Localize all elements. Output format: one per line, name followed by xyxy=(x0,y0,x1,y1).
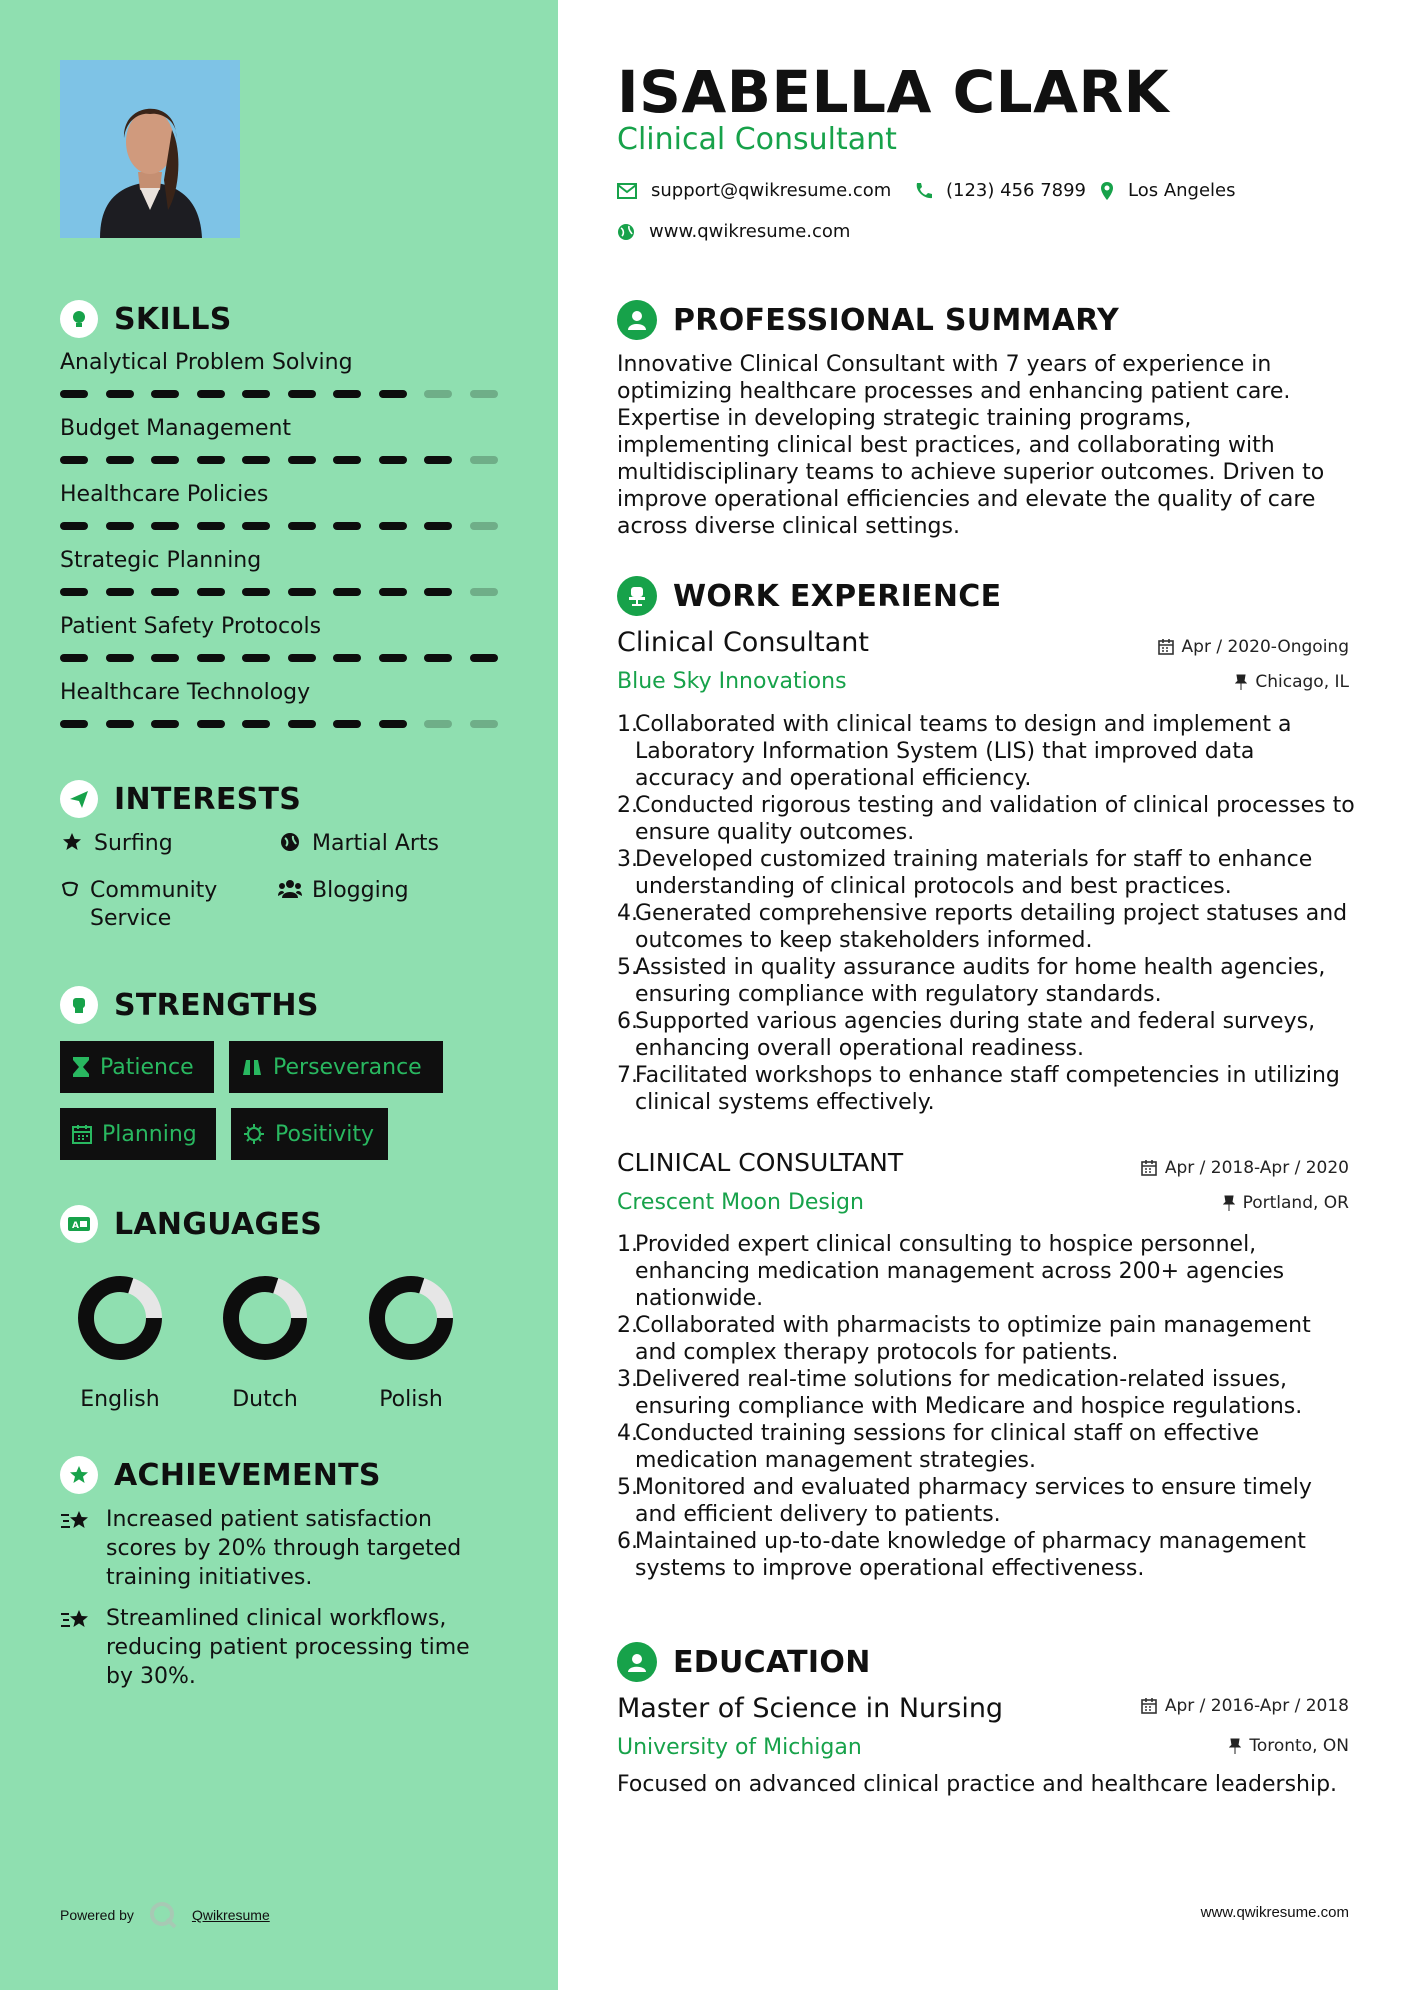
skill-level-dash xyxy=(424,522,452,530)
bullet-number: 5. xyxy=(617,955,638,980)
skill-level-dash xyxy=(379,390,407,398)
strength-label: Patience xyxy=(100,1054,194,1080)
skill-level-dash xyxy=(333,654,361,662)
bullet-number: 1. xyxy=(617,1232,638,1257)
job-bullet xyxy=(617,1231,1357,1312)
contact-email[interactable] xyxy=(617,180,891,201)
bullet-text: Assisted in quality assurance audits for home health agencies, ensuring compliance with regulatory standards. xyxy=(635,955,1326,1007)
bullet-number: 1. xyxy=(617,712,638,737)
skill-level-dash xyxy=(470,654,498,662)
bullet-number: 4. xyxy=(617,1421,638,1446)
skill-name: Healthcare Technology xyxy=(60,680,311,705)
interests-title: INTERESTS xyxy=(114,781,302,817)
skill-level-dash xyxy=(470,720,498,728)
skill-level-dash xyxy=(379,654,407,662)
summary-title: PROFESSIONAL SUMMARY xyxy=(673,302,1120,338)
hourglass-icon xyxy=(72,1056,90,1078)
skill-level-bar xyxy=(60,390,500,398)
education-location-text: Toronto, ON xyxy=(1249,1736,1349,1756)
skill-level-dash xyxy=(424,720,452,728)
language-card-icon xyxy=(60,1205,98,1243)
person-title: Clinical Consultant xyxy=(617,122,897,157)
strength-badge xyxy=(231,1108,388,1160)
skill-level-dash xyxy=(106,654,134,662)
bullet-number: 6. xyxy=(617,1009,638,1034)
language-item xyxy=(215,1268,315,1412)
powered-by-label: Powered by xyxy=(60,1907,134,1923)
skills-title: SKILLS xyxy=(114,301,232,337)
skill-level-dash xyxy=(106,456,134,464)
language-donut xyxy=(215,1268,315,1368)
website-text: www.qwikresume.com xyxy=(649,221,851,242)
job-location xyxy=(1235,672,1349,692)
skill-level-bar xyxy=(60,654,500,662)
job-bullet xyxy=(617,1420,1357,1474)
strengths-heading xyxy=(60,986,319,1024)
skill-level-dash xyxy=(288,654,316,662)
bullet-number: 2. xyxy=(617,1313,638,1338)
location-text: Los Angeles xyxy=(1128,180,1236,201)
bullet-number: 7. xyxy=(617,1063,638,1088)
skill-level-dash xyxy=(151,654,179,662)
bullet-text: Maintained up-to-date knowledge of pharmacy management systems to improve operational effectiveness. xyxy=(635,1529,1306,1581)
job-location xyxy=(1223,1193,1349,1213)
skill-level-dash xyxy=(470,522,498,530)
phone-icon xyxy=(914,182,932,200)
shooting-star-icon xyxy=(60,1505,94,1543)
skill-level-dash xyxy=(60,588,88,596)
email-text: support@qwikresume.com xyxy=(651,180,892,201)
skill-level-dash xyxy=(60,654,88,662)
skill-level-dash xyxy=(197,390,225,398)
achievement-text: Streamlined clinical workflows, reducing patient processing time by 30%. xyxy=(106,1606,470,1689)
skill-level-dash xyxy=(151,720,179,728)
star-badge-icon xyxy=(60,1456,98,1494)
languages-heading xyxy=(60,1205,322,1243)
users-icon xyxy=(278,877,302,899)
skill-level-dash xyxy=(106,522,134,530)
skill-level-dash xyxy=(106,390,134,398)
skill-level-dash xyxy=(151,456,179,464)
skill-name: Strategic Planning xyxy=(60,548,262,573)
education-degree: Master of Science in Nursing xyxy=(617,1693,1004,1724)
job-bullet xyxy=(617,900,1357,954)
education-location xyxy=(1229,1736,1349,1756)
job-bullet xyxy=(617,1474,1357,1528)
skill-level-dash xyxy=(333,720,361,728)
interest-item xyxy=(60,877,260,933)
binoculars-icon xyxy=(241,1057,263,1077)
bullet-text: Supported various agencies during state and federal surveys, enhancing overall operational readiness. xyxy=(635,1009,1316,1061)
job-bullet xyxy=(617,1008,1357,1062)
pushpin-icon xyxy=(1223,1195,1235,1211)
job-dates xyxy=(1141,1158,1349,1178)
summary-text: Innovative Clinical Consultant with 7 years of experience in optimizing healthcare processes and enhancing patient care. Expertise in developing strategic training programs, implementing clinical best practices, and collaborating with multidisciplinary teams to achieve superior outcomes. Driven to improve operational efficiencies and elevate the quality of care across diverse clinical settings. xyxy=(617,352,1325,539)
interest-item xyxy=(278,830,439,858)
interest-label: Surfing xyxy=(94,831,173,856)
achievement-text: Increased patient satisfaction scores by 20% through targeted training initiatives. xyxy=(106,1507,462,1590)
person-name: ISABELLA CLARK xyxy=(617,58,1170,126)
fist-icon xyxy=(60,986,98,1024)
strength-label: Positivity xyxy=(275,1121,375,1147)
language-label: Dutch xyxy=(232,1387,298,1412)
skill-level-dash xyxy=(333,522,361,530)
globe-icon xyxy=(617,223,635,241)
calendar-icon xyxy=(1141,1698,1157,1714)
skill-level-dash xyxy=(424,390,452,398)
profile-photo xyxy=(60,60,240,238)
education-dates-text: Apr / 2016-Apr / 2018 xyxy=(1164,1696,1349,1716)
bullet-text: Provided expert clinical consulting to hospice personnel, enhancing medication management across 200+ agencies nationwide. xyxy=(635,1232,1285,1311)
skill-level-dash xyxy=(60,390,88,398)
lightbulb-icon xyxy=(60,300,98,338)
education-title: EDUCATION xyxy=(673,1644,871,1680)
sidebar xyxy=(0,0,558,1990)
bullet-text: Collaborated with clinical teams to design and implement a Laboratory Information System (LIS) that improved data accuracy and operational efficiency. xyxy=(635,712,1292,791)
education-description: Focused on advanced clinical practice and healthcare leadership. xyxy=(617,1772,1338,1797)
qwikresume-logo-icon xyxy=(148,1900,178,1930)
bullet-number: 3. xyxy=(617,1367,638,1392)
bullet-number: 4. xyxy=(617,901,638,926)
bullet-text: Conducted training sessions for clinical staff on effective medication management strategies. xyxy=(635,1421,1260,1473)
experience-title: WORK EXPERIENCE xyxy=(673,578,1002,614)
job-bullet xyxy=(617,846,1357,900)
skill-level-dash xyxy=(197,654,225,662)
strength-badge xyxy=(60,1041,214,1093)
job-bullet xyxy=(617,711,1357,792)
job-company: Crescent Moon Design xyxy=(617,1190,864,1215)
job-bullet xyxy=(617,1062,1357,1116)
bullet-text: Generated comprehensive reports detailing project statuses and outcomes to keep stakeholders informed. xyxy=(635,901,1348,953)
interests-heading xyxy=(60,780,301,818)
skill-level-dash xyxy=(60,720,88,728)
job-bullet xyxy=(617,1312,1357,1366)
education-school: University of Michigan xyxy=(617,1735,862,1760)
education-heading xyxy=(617,1642,871,1682)
bullet-text: Collaborated with pharmacists to optimize pain management and complex therapy protocols for patients. xyxy=(635,1313,1311,1365)
skill-level-dash xyxy=(288,588,316,596)
job-bullet xyxy=(617,1528,1357,1582)
job-bullets xyxy=(617,1231,1357,1582)
interest-label: Blogging xyxy=(312,878,409,903)
skill-name: Patient Safety Protocols xyxy=(60,614,322,639)
paper-plane-icon xyxy=(60,780,98,818)
skill-level-dash xyxy=(197,588,225,596)
skill-level-dash xyxy=(197,456,225,464)
skill-level-dash xyxy=(151,522,179,530)
envelope-icon xyxy=(617,183,637,199)
strengths-title: STRENGTHS xyxy=(114,987,319,1023)
job-dates xyxy=(1158,637,1349,657)
globe-icon xyxy=(278,830,302,852)
pushpin-icon xyxy=(1229,1738,1241,1754)
bullet-text: Monitored and evaluated pharmacy services to ensure timely and efficient delivery to patients. xyxy=(635,1475,1312,1527)
skill-level-bar xyxy=(60,456,500,464)
skill-level-dash xyxy=(288,522,316,530)
education-dates xyxy=(1141,1696,1349,1716)
language-label: English xyxy=(80,1387,160,1412)
achievements-title: ACHIEVEMENTS xyxy=(114,1457,381,1493)
skill-level-dash xyxy=(470,588,498,596)
languages-title: LANGUAGES xyxy=(114,1206,323,1242)
skill-level-dash xyxy=(151,588,179,596)
contact-location xyxy=(1100,180,1236,201)
calendar-icon xyxy=(72,1124,92,1144)
skill-name: Analytical Problem Solving xyxy=(60,350,353,375)
footer-url[interactable]: www.qwikresume.com xyxy=(1200,1904,1349,1921)
achievement-item xyxy=(60,1505,500,1592)
summary-heading xyxy=(617,300,1119,340)
job-role: CLINICAL CONSULTANT xyxy=(617,1148,904,1177)
user-icon xyxy=(617,300,657,340)
job-location-text: Portland, OR xyxy=(1242,1193,1349,1213)
interest-item xyxy=(278,877,409,905)
job-bullet xyxy=(617,954,1357,1008)
skill-level-dash xyxy=(288,456,316,464)
achievement-item xyxy=(60,1604,500,1691)
handshake-icon xyxy=(60,877,80,899)
bullet-number: 2. xyxy=(617,793,638,818)
skill-level-dash xyxy=(379,522,407,530)
bullet-text: Developed customized training materials for staff to enhance understanding of clinical protocols and best practices. xyxy=(635,847,1313,899)
skill-level-dash xyxy=(242,390,270,398)
job-bullets xyxy=(617,711,1357,1116)
interest-item xyxy=(60,830,173,858)
skill-level-dash xyxy=(333,456,361,464)
graduate-icon xyxy=(617,1642,657,1682)
contact-website[interactable] xyxy=(617,221,850,242)
bullet-number: 5. xyxy=(617,1475,638,1500)
strength-badge xyxy=(229,1041,443,1093)
skill-level-dash xyxy=(424,654,452,662)
phone-text: (123) 456 7899 xyxy=(946,180,1087,201)
skill-level-dash xyxy=(288,720,316,728)
skill-level-dash xyxy=(470,456,498,464)
powered-by-brand-link[interactable]: Qwikresume xyxy=(191,1907,270,1923)
skill-level-dash xyxy=(242,588,270,596)
bullet-text: Delivered real-time solutions for medication-related issues, ensuring compliance with Medicare and hospice regulations. xyxy=(635,1367,1303,1419)
skill-name: Budget Management xyxy=(60,416,292,441)
pushpin-icon xyxy=(1235,674,1247,690)
skill-level-dash xyxy=(242,522,270,530)
skill-name: Healthcare Policies xyxy=(60,482,269,507)
shooting-star-icon xyxy=(60,1604,94,1642)
strength-label: Perseverance xyxy=(273,1054,422,1080)
skill-level-dash xyxy=(106,720,134,728)
language-donut xyxy=(361,1268,461,1368)
skill-level-dash xyxy=(288,390,316,398)
strength-label: Planning xyxy=(102,1121,197,1147)
svg-text:A: A xyxy=(72,1221,79,1231)
skill-level-dash xyxy=(197,522,225,530)
achievements-heading xyxy=(60,1456,381,1494)
interest-label: Community Service xyxy=(90,878,218,931)
interest-label: Martial Arts xyxy=(312,831,440,856)
language-item xyxy=(70,1268,170,1412)
calendar-icon xyxy=(1158,639,1174,655)
bullet-number: 6. xyxy=(617,1529,638,1554)
skill-level-dash xyxy=(60,456,88,464)
job-bullet xyxy=(617,1366,1357,1420)
bullet-text: Facilitated workshops to enhance staff competencies in utilizing clinical systems effectively. xyxy=(635,1063,1340,1115)
skill-level-dash xyxy=(333,390,361,398)
office-chair-icon xyxy=(617,576,657,616)
job-role: Clinical Consultant xyxy=(617,627,869,658)
skill-level-bar xyxy=(60,522,500,530)
language-label: Polish xyxy=(379,1387,443,1412)
skill-level-dash xyxy=(424,456,452,464)
skill-level-dash xyxy=(242,456,270,464)
skill-level-dash xyxy=(151,390,179,398)
skill-level-dash xyxy=(424,588,452,596)
skill-level-dash xyxy=(379,456,407,464)
skill-level-dash xyxy=(470,390,498,398)
skill-level-dash xyxy=(197,720,225,728)
job-dates-text: Apr / 2018-Apr / 2020 xyxy=(1164,1158,1349,1178)
job-bullet xyxy=(617,792,1357,846)
skill-level-dash xyxy=(242,654,270,662)
calendar-icon xyxy=(1141,1160,1157,1176)
bullet-number: 3. xyxy=(617,847,638,872)
star-icon xyxy=(60,830,84,852)
skill-level-dash xyxy=(333,588,361,596)
sun-icon xyxy=(243,1123,265,1145)
job-company: Blue Sky Innovations xyxy=(617,669,847,694)
skill-level-dash xyxy=(106,588,134,596)
bullet-text: Conducted rigorous testing and validation of clinical processes to ensure quality outcomes. xyxy=(635,793,1355,845)
job-location-text: Chicago, IL xyxy=(1255,672,1349,692)
skill-level-dash xyxy=(60,522,88,530)
skill-level-bar xyxy=(60,588,500,596)
job-dates-text: Apr / 2020-Ongoing xyxy=(1181,637,1349,657)
skill-level-dash xyxy=(379,588,407,596)
language-item xyxy=(361,1268,461,1412)
skill-level-dash xyxy=(242,720,270,728)
map-pin-icon xyxy=(1100,181,1114,201)
experience-heading xyxy=(617,576,1001,616)
powered-by xyxy=(60,1900,270,1930)
language-donut xyxy=(70,1268,170,1368)
skill-level-dash xyxy=(379,720,407,728)
skills-heading xyxy=(60,300,232,338)
strength-badge xyxy=(60,1108,216,1160)
skill-level-bar xyxy=(60,720,500,728)
contact-phone[interactable] xyxy=(914,180,1086,201)
